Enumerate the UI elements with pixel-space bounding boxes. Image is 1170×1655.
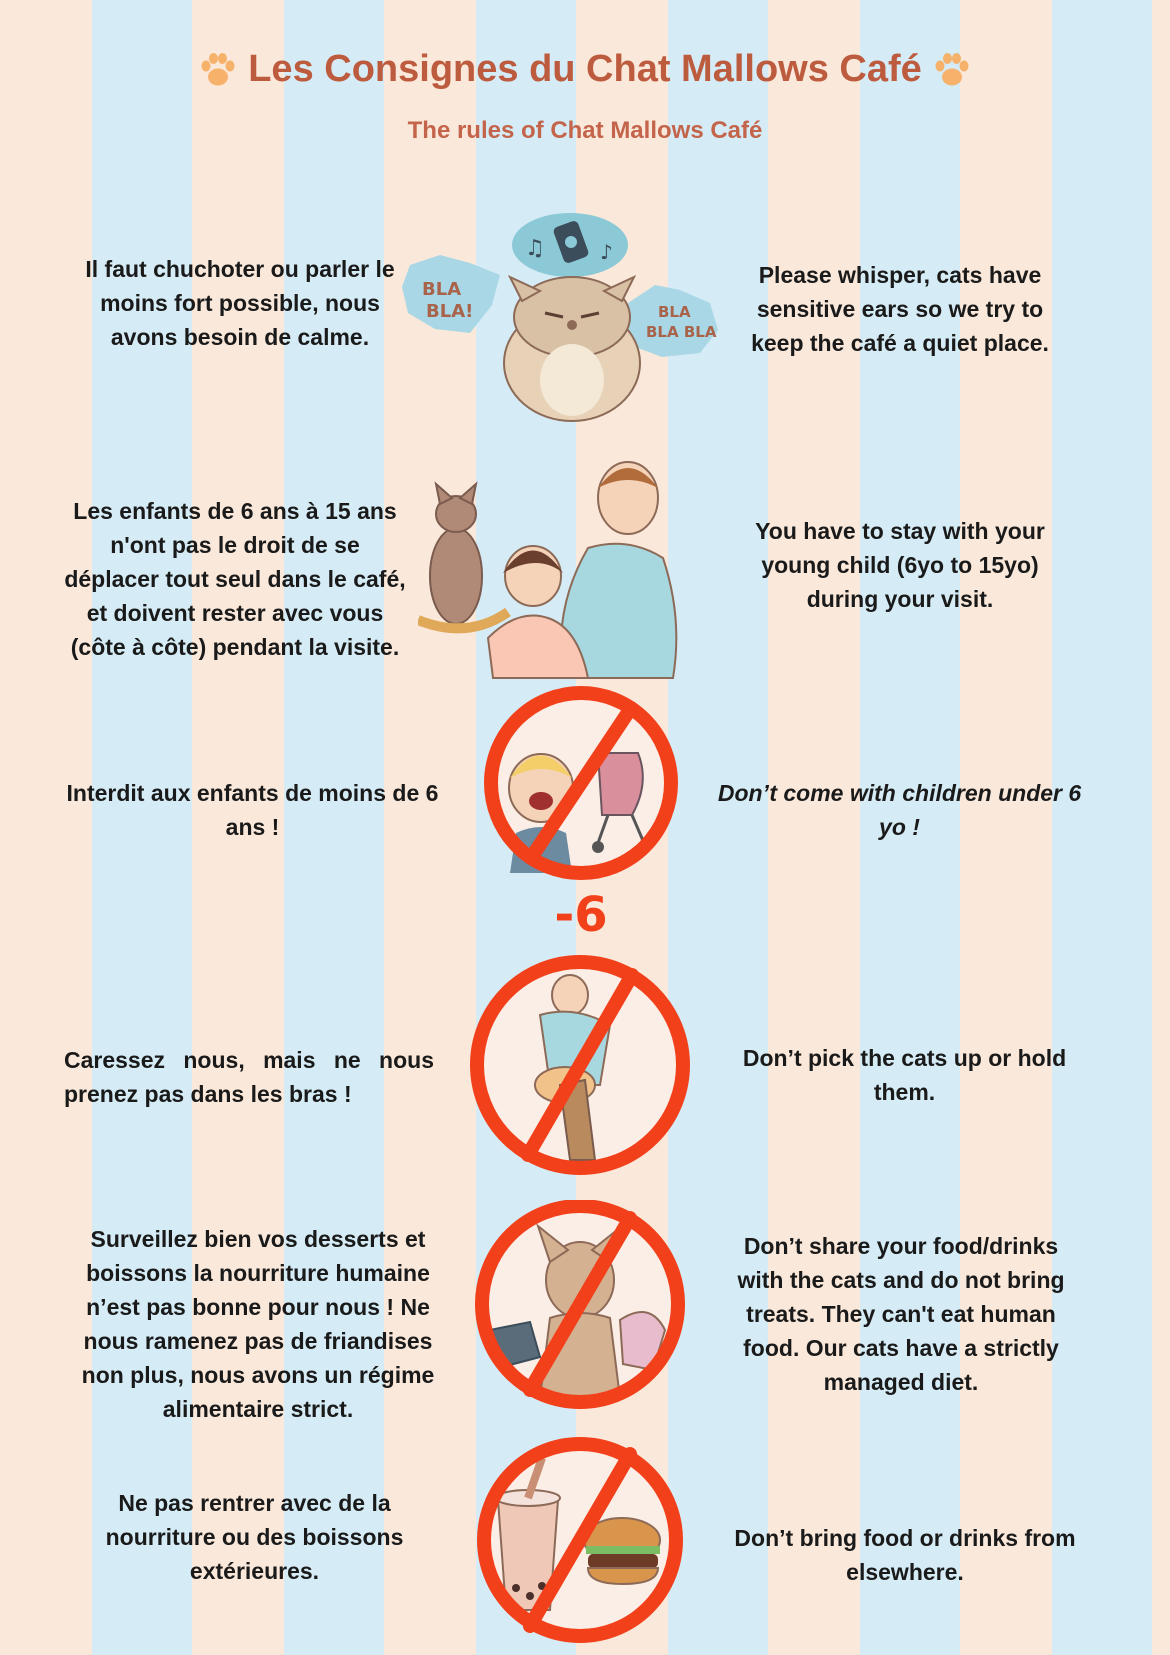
- rule-2-french: Les enfants de 6 ans à 15 ans n'ont pas le droit de se déplacer tout seul dans le café, et doivent rester avec vous (côte à côte) pendant la visite.: [64, 498, 406, 660]
- rule-1-french: Il faut chuchoter ou parler le moins fort possible, nous avons besoin de calme.: [85, 256, 395, 350]
- rule-2-english: You have to stay with your young child (6yo to 15yo) during your visit.: [755, 518, 1045, 612]
- no-outside-food-illustration: [472, 1428, 687, 1655]
- svg-text:BLA!: BLA!: [426, 301, 474, 322]
- no-sharing-food-illustration: [470, 1200, 690, 1410]
- family-with-cat-illustration: [418, 448, 698, 688]
- page-title: Les Consignes du Chat Mallows Café: [248, 48, 922, 90]
- svg-text:BLA: BLA: [658, 303, 691, 321]
- rule-3-english: Don’t come with children under 6 yo !: [717, 780, 1082, 840]
- svg-text:♫: ♫: [525, 236, 545, 261]
- rule-1-english: Please whisper, cats have sensitive ears so we try to keep the café a quiet place.: [751, 262, 1049, 356]
- page-title-row: [0, 48, 1170, 91]
- rule-3-french: Interdit aux enfants de moins de 6 ans !: [66, 780, 439, 840]
- under-six-badge: -6: [554, 887, 608, 943]
- rule-6-french: Ne pas rentrer avec de la nourriture ou des boissons extérieures.: [105, 1490, 404, 1584]
- svg-text:BLA BLA: BLA BLA: [646, 323, 717, 341]
- no-holding-cats-illustration: [470, 955, 690, 1175]
- bubble-left-text: BLA: [422, 279, 462, 300]
- rule-5-english: Don’t share your food/drinks with the cats and do not bring treats. They can't eat human food. Our cats have a strictly managed diet.: [737, 1233, 1065, 1395]
- grumpy-cat-illustration: [400, 205, 730, 425]
- rule-4-french: Caressez nous, mais ne nous prenez pas dans les bras !: [64, 1047, 434, 1107]
- paw-icon: [198, 50, 238, 90]
- rule-4-english: Don’t pick the cats up or hold them.: [742, 1045, 1067, 1105]
- svg-text:♪: ♪: [600, 240, 613, 264]
- page-subtitle: The rules of Chat Mallows Café: [407, 117, 763, 144]
- rule-5-french: Surveillez bien vos desserts et boissons la nourriture humaine n’est pas bonne pour nous ! Ne nous ramenez pas de friandises non plus, nous avons un régime alimentaire strict.: [81, 1226, 435, 1422]
- rule-6-english: Don’t bring food or drinks from elsewhere.: [734, 1525, 1076, 1585]
- no-small-children-illustration: [478, 683, 684, 943]
- paw-icon: [932, 50, 972, 90]
